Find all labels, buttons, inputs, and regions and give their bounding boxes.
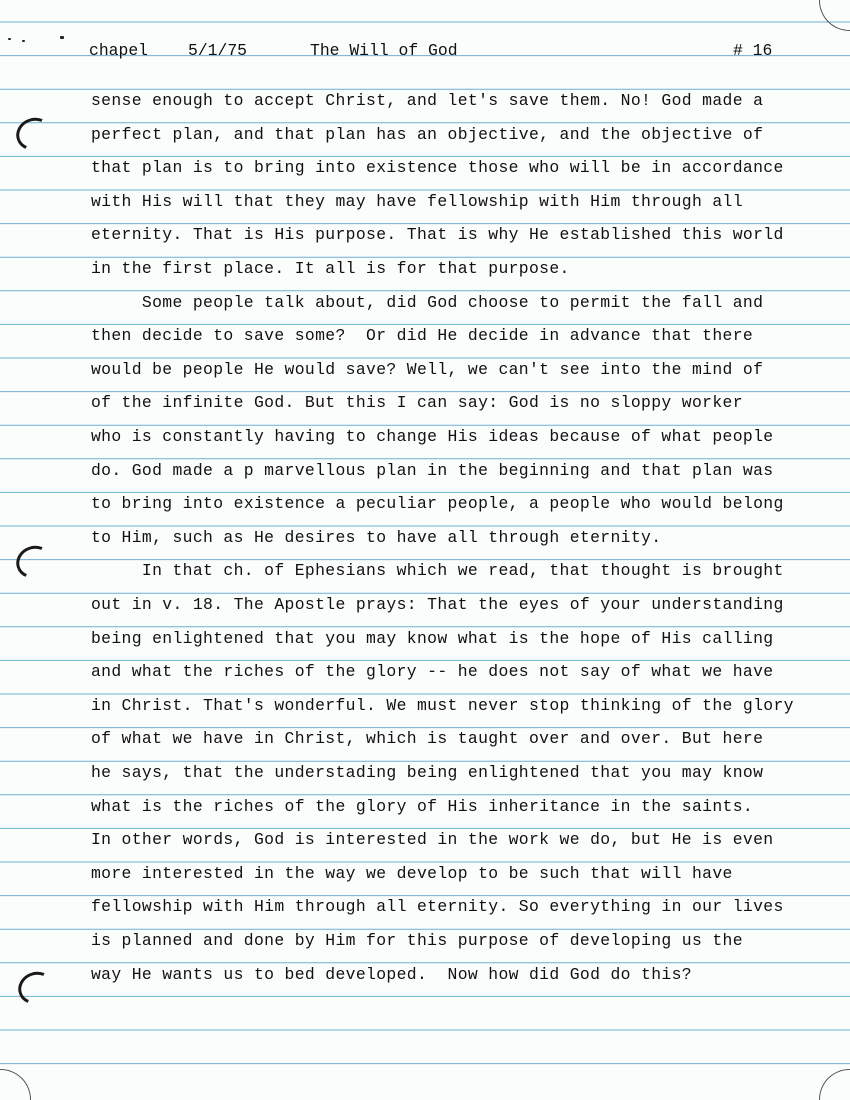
- paper-speck: [60, 36, 64, 39]
- header-title: The Will of God: [310, 41, 458, 60]
- text-line: would be people He would save? Well, we can't see into the mind of: [91, 359, 764, 379]
- text-line: eternity. That is His purpose. That is why He established this world: [91, 225, 784, 245]
- text-line: and what the riches of the glory -- he does not say of what we have: [91, 662, 774, 682]
- text-line: in Christ. That's wonderful. We must never stop thinking of the glory: [91, 695, 794, 715]
- header-page-number: # 16: [733, 41, 773, 60]
- text-line: with His will that they may have fellowship with Him through all: [91, 191, 743, 211]
- text-line: to bring into existence a peculiar people, a people who would belong: [91, 494, 784, 514]
- text-line: more interested in the way we develop to be such that will have: [91, 863, 733, 883]
- paper-speck: [22, 40, 25, 42]
- text-line: what is the riches of the glory of His inheritance in the saints.: [91, 796, 754, 816]
- text-line: that plan is to bring into existence those who will be in accordance: [91, 158, 784, 178]
- text-line: being enlightened that you may know what is the hope of His calling: [91, 628, 774, 648]
- text-line: do. God made a p marvellous plan in the beginning and that plan was: [91, 460, 774, 480]
- text-line: in the first place. It all is for that purpose.: [91, 259, 570, 278]
- paper-speck: [8, 38, 11, 40]
- text-line: way He wants us to bed developed. Now how did God do this?: [91, 964, 692, 984]
- text-line: is planned and done by Him for this purpose of developing us the: [91, 931, 743, 950]
- text-line: perfect plan, and that plan has an objective, and the objective of: [91, 124, 764, 144]
- text-line: Some people talk about, did God choose to permit the fall and: [91, 292, 764, 312]
- header-date: 5/1/75: [188, 41, 248, 60]
- text-line: out in v. 18. The Apostle prays: That the eyes of your understanding: [91, 595, 784, 614]
- text-line: sense enough to accept Christ, and let's save them. No! God made a: [91, 91, 764, 110]
- text-line: of the infinite God. But this I can say: God is no sloppy worker: [91, 393, 743, 413]
- text-line: fellowship with Him through all eternity. So everything in our lives: [91, 897, 784, 917]
- text-line: then decide to save some? Or did He decide in advance that there: [91, 326, 754, 346]
- text-line: In other words, God is interested in the work we do, but He is even: [91, 830, 774, 850]
- text-line: In that ch. of Ephesians which we read, that thought is brought: [91, 561, 784, 581]
- text-line: to Him, such as He desires to have all through eternity.: [91, 527, 662, 547]
- text-line: of what we have in Christ, which is taught over and over. But here: [91, 729, 764, 749]
- text-line: he says, that the understading being enlightened that you may know: [91, 763, 764, 782]
- text-line: who is constantly having to change His ideas because of what people: [91, 427, 774, 446]
- header-kind: chapel: [89, 41, 149, 60]
